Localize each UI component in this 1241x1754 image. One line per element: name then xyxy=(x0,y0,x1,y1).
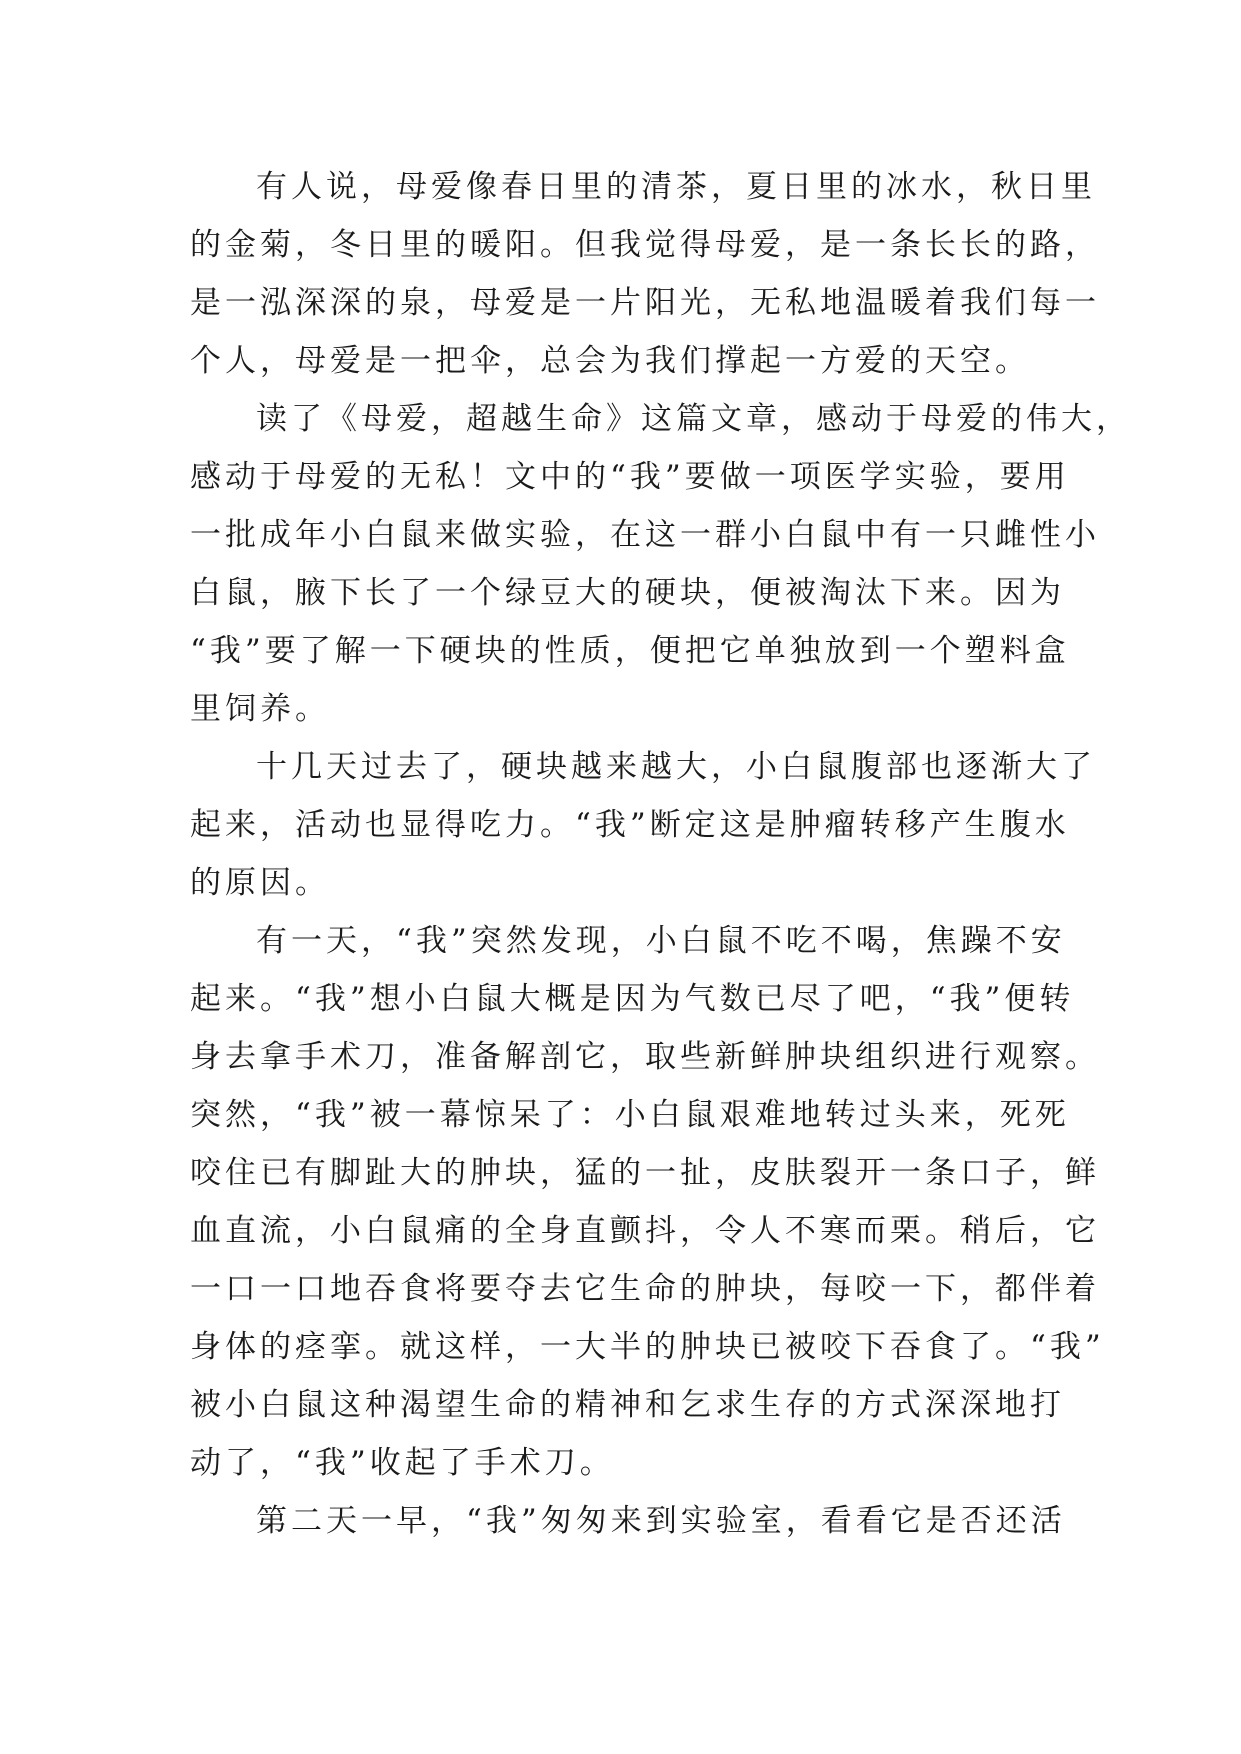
text-line: 里饲养。 xyxy=(190,691,330,727)
text-line: 动了，“我”收起了手术刀。 xyxy=(190,1445,615,1481)
paragraph-1 xyxy=(190,158,1100,390)
text-line: 身去拿手术刀，准备解剖它，取些新鲜肿块组织进行观察。 xyxy=(190,1039,1100,1075)
text-line: 有一天，“我”突然发现，小白鼠不吃不喝，焦躁不安 xyxy=(256,923,1066,959)
text-line: 个人，母爱是一把伞，总会为我们撑起一方爱的天空。 xyxy=(190,343,1030,379)
text-line: “我”要了解一下硬块的性质，便把它单独放到一个塑料盒 xyxy=(190,633,1070,669)
text-line: 起来。“我”想小白鼠大概是因为气数已尽了吧，“我”便转 xyxy=(190,981,1075,1017)
text-line: 身体的痉挛。就这样，一大半的肿块已被咬下吞食了。“我” xyxy=(190,1329,1105,1365)
paragraph-5 xyxy=(190,1492,1070,1550)
text-line: 被小白鼠这种渴望生命的精神和乞求生存的方式深深地打 xyxy=(190,1387,1065,1423)
text-line: 的金菊，冬日里的暖阳。但我觉得母爱，是一条长长的路， xyxy=(190,227,1100,263)
text-line: 是一泓深深的泉，母爱是一片阳光，无私地温暖着我们每一 xyxy=(190,285,1100,321)
text-line: 起来，活动也显得吃力。“我”断定这是肿瘤转移产生腹水 xyxy=(190,807,1070,843)
text-line: 白鼠，腋下长了一个绿豆大的硬块，便被淘汰下来。因为 xyxy=(190,575,1065,611)
text-line: 咬住已有脚趾大的肿块，猛的一扯，皮肤裂开一条口子，鲜 xyxy=(190,1155,1100,1191)
text-line: 第二天一早，“我”匆匆来到实验室，看看它是否还活 xyxy=(256,1503,1066,1539)
paragraph-2 xyxy=(190,390,1131,738)
text-line: 有人说，母爱像春日里的清茶，夏日里的冰水，秋日里 xyxy=(256,169,1096,205)
text-line: 的原因。 xyxy=(190,865,330,901)
body-text xyxy=(190,158,1131,1550)
text-line: 一口一口地吞食将要夺去它生命的肿块，每咬一下，都伴着 xyxy=(190,1271,1100,1307)
text-line: 一批成年小白鼠来做实验，在这一群小白鼠中有一只雌性小 xyxy=(190,517,1100,553)
text-line: 读了《母爱，超越生命》这篇文章，感动于母爱的伟大， xyxy=(256,401,1131,437)
text-line: 突然，“我”被一幕惊呆了：小白鼠艰难地转过头来，死死 xyxy=(190,1097,1070,1133)
paragraph-3 xyxy=(190,738,1096,912)
paragraph-4 xyxy=(190,912,1105,1492)
text-line: 十几天过去了，硬块越来越大，小白鼠腹部也逐渐大了 xyxy=(256,749,1096,785)
text-line: 血直流，小白鼠痛的全身直颤抖，令人不寒而栗。稍后，它 xyxy=(190,1213,1100,1249)
text-line: 感动于母爱的无私！文中的“我”要做一项医学实验，要用 xyxy=(190,459,1070,495)
